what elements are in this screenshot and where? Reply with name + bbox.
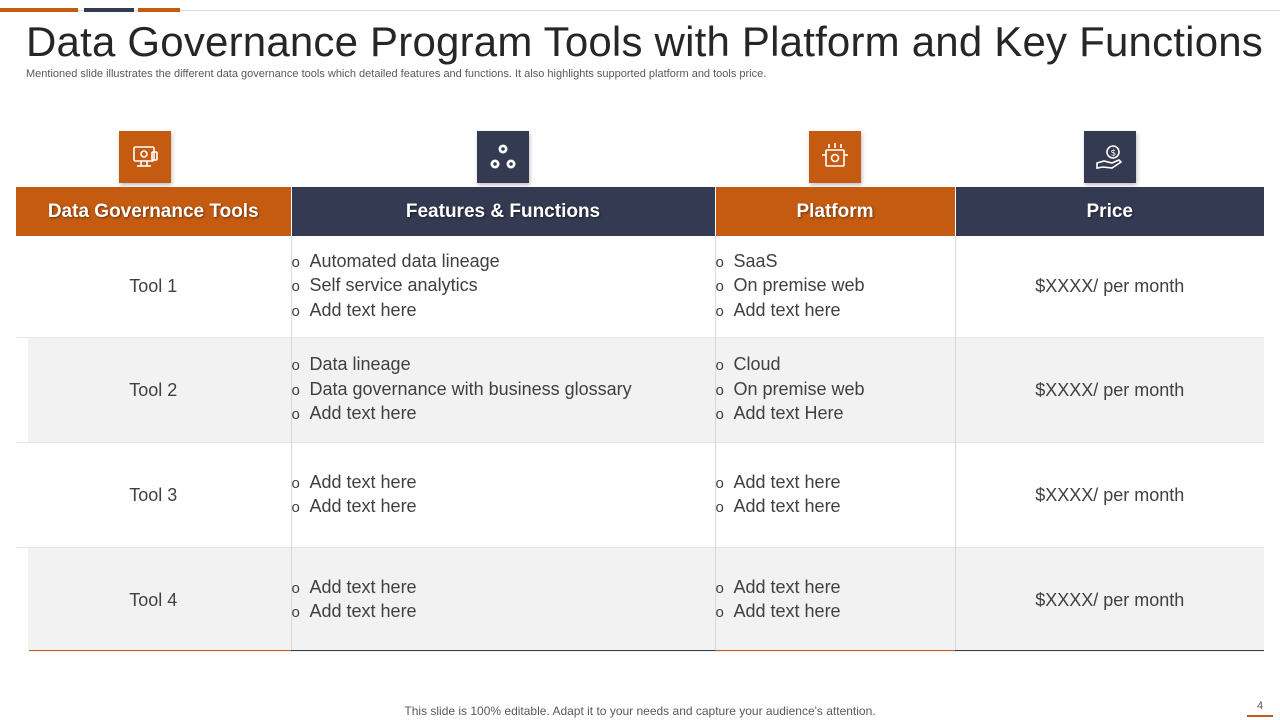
list-item: o Add text here <box>291 403 417 424</box>
table-row <box>16 443 1264 548</box>
price-cell: $XXXX/ per month <box>955 548 1264 653</box>
list-item: o Add text here <box>291 576 417 597</box>
list-item: o Data governance with business glossary <box>291 378 632 399</box>
footer-note: This slide is 100% editable. Adapt it to your needs and capture your audience's attention. <box>404 704 876 718</box>
list-item: o Add text here <box>715 299 841 320</box>
header-tools: Data Governance Tools <box>16 187 291 236</box>
features-cell <box>291 548 715 653</box>
price-cell: $XXXX/ per month <box>955 443 1264 548</box>
platform-cell <box>715 236 955 338</box>
list-item: o SaaS <box>715 250 778 271</box>
top-accent-bar <box>0 0 1280 12</box>
page-subtitle: Mentioned slide illustrates the different data governance tools which detailed features and functions. It also highlights supported platform and tools price. <box>26 68 767 80</box>
platform-cell <box>715 548 955 653</box>
tool-name: Tool 3 <box>16 443 291 548</box>
list-item: o Data lineage <box>291 354 411 375</box>
header-platform: Platform <box>715 187 955 236</box>
list-item: o Add text Here <box>715 403 844 424</box>
tool-name: Tool 4 <box>16 548 291 653</box>
page-number: 4 <box>1256 700 1264 712</box>
top-rule <box>0 10 1280 11</box>
list-item: o Add text here <box>291 471 417 492</box>
price-cell: $XXXX/ per month <box>955 236 1264 338</box>
table-header-row <box>16 187 1264 236</box>
list-item: o Add text here <box>291 496 417 516</box>
circuit-chip-icon <box>809 131 861 183</box>
list-item: o Add text here <box>715 576 841 597</box>
list-item: o On premise web <box>715 378 865 399</box>
features-cell <box>291 443 715 548</box>
table-bottom-rule-orange <box>29 650 291 651</box>
hand-dollar-gear-icon <box>1084 131 1136 183</box>
features-cell <box>291 236 715 338</box>
list-item: o Add text here <box>715 601 841 621</box>
page-title: Data Governance Program Tools with Platform and Key Functions <box>26 18 1264 65</box>
table-bottom-rule-orange-2 <box>715 650 955 651</box>
features-cell <box>291 338 715 443</box>
list-item: o Self service analytics <box>291 275 478 296</box>
list-item: o Add text here <box>715 496 841 516</box>
table-row <box>16 236 1264 338</box>
gears-icon <box>477 131 529 183</box>
list-item: o Automated data lineage <box>291 250 500 271</box>
header-features: Features & Functions <box>291 187 715 236</box>
tool-name: Tool 1 <box>16 236 291 338</box>
platform-cell <box>715 443 955 548</box>
list-item: o Add text here <box>291 299 417 320</box>
accent-segment-navy <box>84 8 134 12</box>
accent-segment-orange <box>0 8 78 12</box>
tools-table <box>16 187 1264 652</box>
monitor-gear-icon <box>119 131 171 183</box>
table-bottom-rule-navy <box>291 650 715 651</box>
list-item: o Add text here <box>715 471 841 492</box>
table-bottom-rule-navy-2 <box>955 650 1264 651</box>
table-row <box>16 548 1264 653</box>
page-number-underline <box>1247 715 1273 717</box>
header-price: Price <box>955 187 1264 236</box>
tool-name: Tool 2 <box>16 338 291 443</box>
table-row <box>16 338 1264 443</box>
list-item: o Cloud <box>715 354 781 375</box>
svg-text:$: $ <box>1110 148 1117 159</box>
list-item: o Add text here <box>291 601 417 621</box>
accent-segment-orange-2 <box>138 8 180 12</box>
platform-cell <box>715 338 955 443</box>
list-item: o On premise web <box>715 275 865 296</box>
price-cell: $XXXX/ per month <box>955 338 1264 443</box>
